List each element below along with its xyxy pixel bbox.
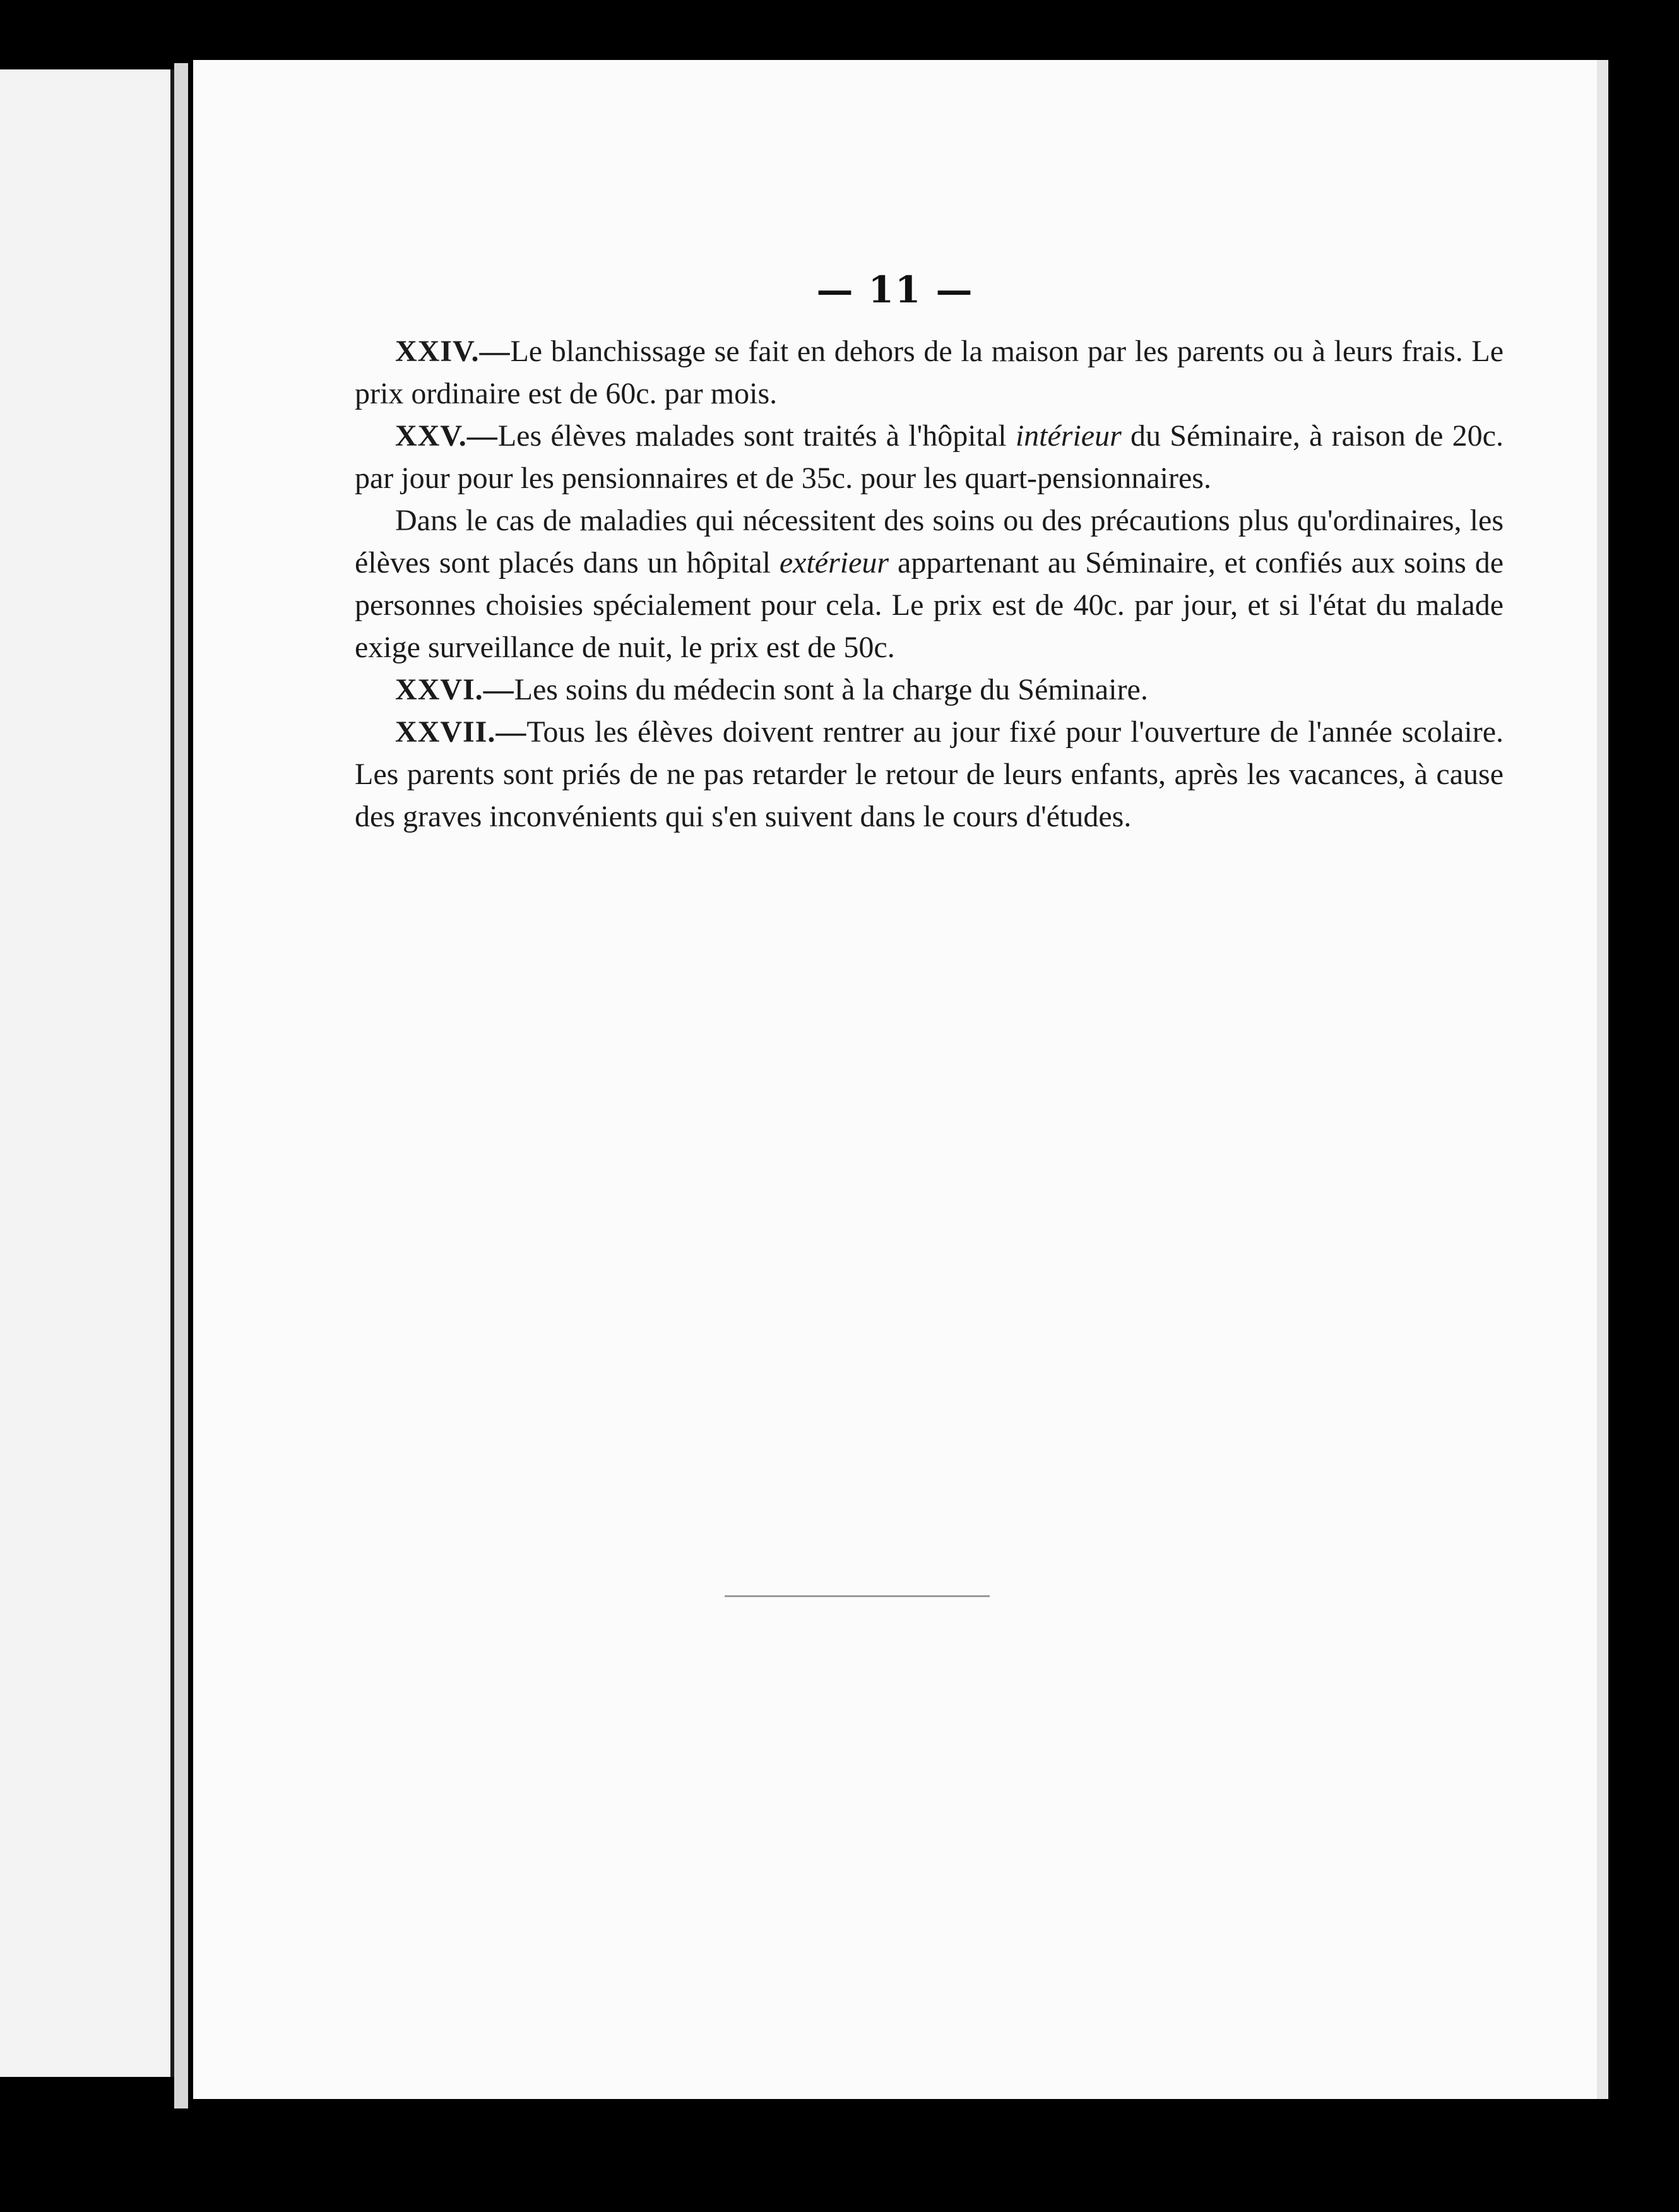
left-page-fragment <box>0 69 174 2077</box>
article-text: Les élèves malades sont traités à l'hôpital <box>497 419 1016 453</box>
article-26 <box>355 669 1504 711</box>
article-number: XXVI.— <box>395 673 514 706</box>
article-text: Les soins du médecin sont à la charge du Séminaire. <box>514 673 1148 706</box>
right-page <box>193 60 1597 2099</box>
body-text <box>355 330 1504 838</box>
article-text: Dans le cas de maladies qui nécessitent des soins ou des précautions plus qu'ordinaires, les élèves sont placés dans un hôpital <box>355 504 1504 580</box>
article-27 <box>355 711 1504 838</box>
article-number: XXVII.— <box>395 715 527 749</box>
section-divider <box>725 1595 990 1597</box>
article-text: appartenant au Séminaire, et confiés aux soins de personnes choisies spécialement pour cela. Le prix est de 40c. par jour, et si l'état du malade exige surveillance de nuit, le prix est de 50c. <box>355 546 1504 664</box>
article-number: XXV.— <box>395 419 498 453</box>
article-text: Le blanchissage se fait en dehors de la maison par les parents ou à leurs frais. Le prix ordinaire est de 60c. par mois. <box>355 335 1504 410</box>
page-number: — 11 — <box>816 268 974 311</box>
article-25 <box>355 415 1504 499</box>
article-text: du Séminaire, à raison de 20c. par jour pour les pensionnaires et de 35c. pour les quart-pensionnaires. <box>355 419 1504 495</box>
emphasis-interieur: intérieur <box>1015 419 1122 453</box>
article-25-continued <box>355 499 1504 669</box>
article-number: XXIV.— <box>395 335 511 368</box>
binding-edge <box>174 63 188 2108</box>
article-text: Tous les élèves doivent rentrer au jour fixé pour l'ouverture de l'année scolaire. Les parents sont priés de ne pas retarder le retour de leurs enfants, après les vacances, à cause des graves inconvénients qui s'en suivent dans le cours d'études. <box>355 715 1504 833</box>
article-24 <box>355 330 1504 415</box>
emphasis-exterieur: extérieur <box>779 546 889 580</box>
page-edge <box>1597 60 1608 2099</box>
